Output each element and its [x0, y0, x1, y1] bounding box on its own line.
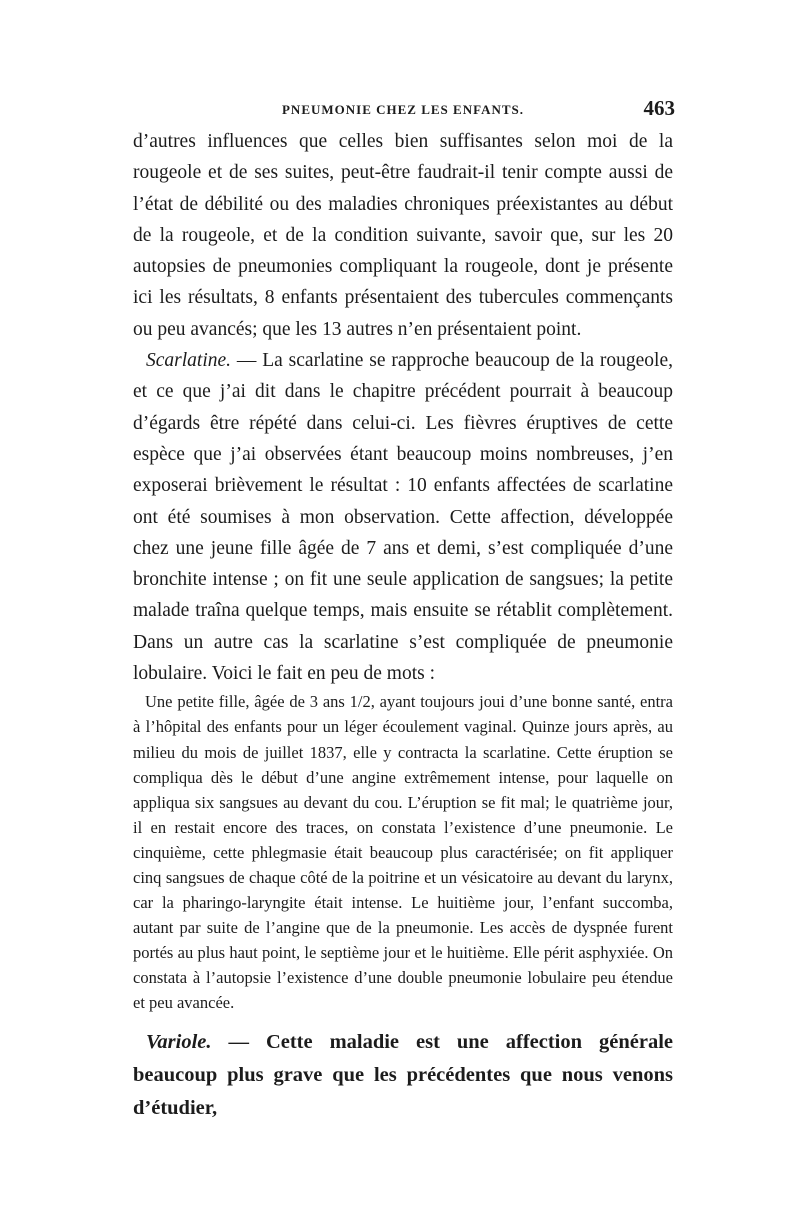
paragraph-variole — [133, 1026, 673, 1125]
running-head — [133, 96, 673, 124]
book-page — [133, 96, 673, 1125]
case-report-paragraph: Une petite fille, âgée de 3 ans 1/2, ayant toujours joui d’une bonne santé, entra à l’hôpital des enfants pour un léger écoulement vaginal. Quinze jours après, au milieu du mois de juillet 1837, elle y contracta la scarlatine. Cette éruption se compliqua dès le début d’une angine extrêmement intense, pour laquelle on appliqua six sangsues au devant du cou. L’éruption se fit mal; le quatrième jour, il en restait encore des traces, on constata l’existence d’une pneumonie. Le cinquième, cette phlegmasie était beaucoup plus caractérisée; on fit appliquer cinq sangsues de chaque côté de la poitrine et un vésicatoire au devant du larynx, car la pharingo-laryngite était intense. Le huitième jour, l’enfant succomba, autant par suite de l’angine que de la pneumonie. Les accès de dyspnée furent portés au plus haut point, le septième jour et le huitième. Elle périt asphyxiée. On constata à l’autopsie l’existence d’une double pneumonie lobulaire peu étendue et peu avancée. — [133, 692, 673, 1013]
variole-text: — Cette maladie est une affection générale beaucoup plus grave que les précédentes que nous venons d’étudier, — [133, 1030, 673, 1119]
paragraph-scarlatine — [133, 345, 673, 689]
paragraph-rougeole-continued: d’autres influences que celles bien suffisantes selon moi de la rougeole et de ses suites, peut-être faudrait-il tenir compte aussi de l’état de débilité ou des maladies chroniques préexistantes au début de la rougeole, et de la condition suivante, savoir que, sur les 20 autopsies de pneumonies compliquant la rougeole, dont je présente ici les résultats, 8 enfants présentaient des tubercules commençants ou peu avancés; que les 13 autres n’en présentaient point. — [133, 131, 673, 340]
section-heading-variole: Variole. — [146, 1030, 212, 1053]
section-heading-scarlatine: Scarlatine. — [146, 350, 232, 372]
page-number: 463 — [643, 96, 675, 120]
scarlatine-text: — La scarlatine se rapproche beaucoup de la rougeole, et ce que j’ai dit dans le chapitre précédent pourrait à beaucoup d’égards être répété dans celui-ci. Les fièvres éruptives de cette espèce que j’ai observées étant beaucoup moins nombreuses, j’en exposerai brièvement le résultat : 10 enfants affectées de scarlatine ont été soumises à mon observation. Cette affection, développée chez une jeune fille âgée de 7 ans et demi, s’est compliquée d’une bronchite intense ; on fit une seule application de sangsues; la petite malade traîna quelque temps, mais ensuite se rétablit complètement. Dans un autre cas la scarlatine s’est compliquée de pneumonie lobulaire. Voici le fait en peu de mots : — [133, 350, 673, 685]
running-title: PNEUMONIE CHEZ LES ENFANTS. — [281, 102, 524, 117]
